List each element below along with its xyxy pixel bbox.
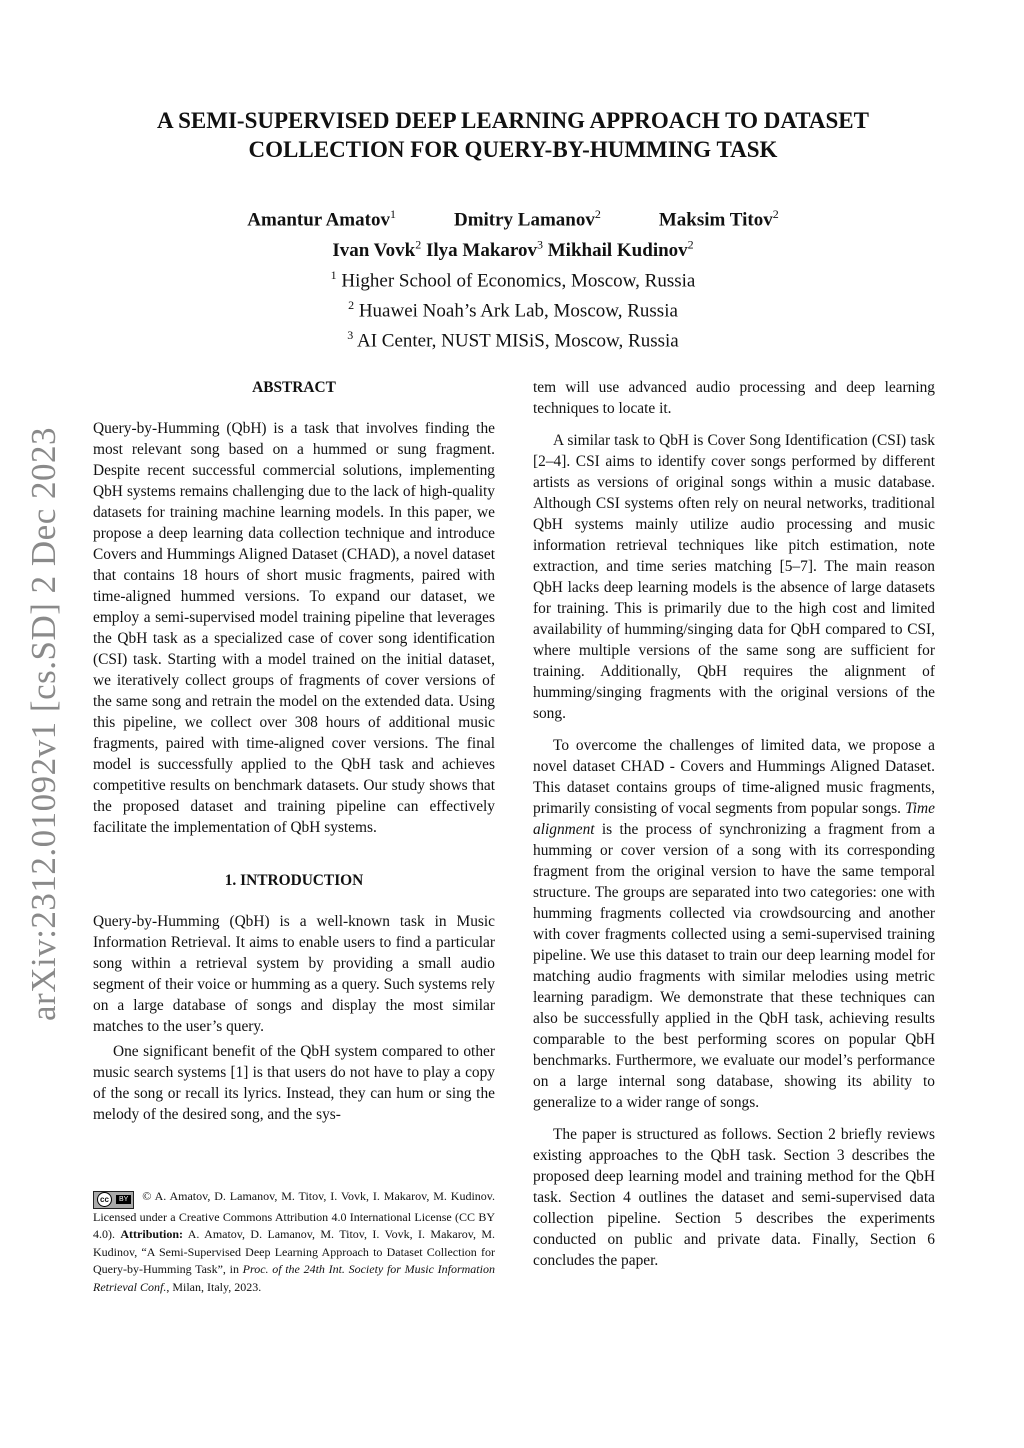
author-block bbox=[92, 202, 934, 354]
footnote-venue: Proc. of the 24th Int. Society for Music Information Retrieval Conf. bbox=[93, 1262, 495, 1294]
author-1: Amantur Amatov$^1$ bbox=[247, 207, 396, 231]
left-column bbox=[93, 377, 495, 1125]
arxiv-identifier bbox=[22, 0, 66, 1448]
intro-paragraph-3: A similar task to QbH is Cover Song Identification (CSI) task [2–4]. CSI aims to identify cover songs performed by different artists as versions of original songs within a music database. Although CSI systems often rely on neural networks, traditional QbH systems mainly utilize audio processing and music information retrieval techniques like pitch estimation, note extraction, and time series matching [5–7]. The main reason QbH lacks deep learning models is the absence of large datasets for training. This is primarily due to the high cost and limited availability of humming/singing data for QbH compared to CSI, where multiple versions of the same song are sufficient for training. Additionally, QbH requires the alignment of humming/singing fragments with the original versions of the song. bbox=[533, 432, 935, 722]
footnote-copyright: © A. Amatov, D. Lamanov, M. Titov, I. Vovk, I. Makarov, M. Kudinov. Licensed under a Creative Commons Attribution 4.0 International License (CC BY 4.0). bbox=[93, 1189, 495, 1241]
intro-heading: 1. INTRODUCTION bbox=[224, 872, 364, 889]
footnote-attribution-label: Attribution: bbox=[120, 1227, 184, 1241]
author-5: Ilya Makarov$^3$ bbox=[425, 237, 543, 261]
abstract-heading: ABSTRACT bbox=[252, 379, 336, 396]
footnote-location: , Milan, Italy, 2023. bbox=[166, 1279, 262, 1294]
intro-paragraph-1: Query-by-Humming (QbH) is a well-known task in Music Information Retrieval. It aims to enable users to find a particular song within a retrieval system by providing a small audio segment of their voice or humming as a query. Such systems rely on a large database of songs and display the most similar matches to the user’s query. bbox=[93, 913, 495, 1035]
intro-paragraph-2: One significant benefit of the QbH system compared to other music search systems [1] is that users do not have to play a copy of the song or recall its lyrics. Instead, they can hum or sing the melody of the desired song, and the sys- bbox=[93, 1043, 495, 1123]
abstract-text: Query-by-Humming (QbH) is a task that involves finding the most relevant song based on a hummed or sung fragment. Despite recent successful commercial solutions, implementing QbH systems remains challenging due to the lack of high-quality datasets for training machine learning models. In this paper, we propose a deep learning data collection technique and introduce Covers and Hummings Aligned Dataset (CHAD), a novel dataset that contains 18 hours of short music fragments, paired with time-aligned hummed versions. To expand our dataset, we employ a semi-supervised model training pipeline that leverages the QbH task as a specialized case of cover song identification (CSI) task. Starting with a model trained on the initial dataset, we iteratively collect groups of fragments of cover versions of the same song and retrain the model on the extended data. Using this pipeline, we collect over 308 hours of additional music fragments, paired with time-aligned cover versions. The final model is successfully applied to the QbH task and achieves competitive results on benchmark datasets. Our study shows that the proposed dataset and training pipeline can effectively facilitate the implementation of QbH systems. bbox=[93, 420, 495, 836]
right-column bbox=[533, 377, 935, 1271]
author-3: Maksim Titov$^2$ bbox=[658, 207, 779, 231]
paper-title: A SEMI-SUPERVISED DEEP LEARNING APPROACH TO DATASET COLLECTION FOR QUERY-BY-HUMMING TASK bbox=[157, 108, 869, 162]
intro-paragraph-5: The paper is structured as follows. Section 2 briefly reviews existing approaches to the QbH task. Section 3 describes the proposed deep learning model and training method for the QbH task. Section 4 outlines the dataset and semi-supervised data collection pipeline. Section 5 describes the experiments conducted on public and private data. Finally, Section 6 concludes the paper. bbox=[533, 1126, 935, 1269]
author-row-2 bbox=[92, 232, 934, 262]
affiliation-2: $^2$ Huawei Noah’s Ark Lab, Moscow, Russia bbox=[348, 297, 678, 322]
cc-by-license-icon: cc BY bbox=[93, 1191, 134, 1209]
affiliation-3: $^3$ AI Center, NUST MISiS, Moscow, Russia bbox=[347, 328, 679, 352]
intro-paragraph-4: To overcome the challenges of limited data, we propose a novel dataset CHAD - Covers and Hummings Aligned Dataset. This dataset contains groups of time-aligned music fragments, primarily consisting of vocal segments from popular songs. Time alignment is the process of synchronizing a fragment from a humming or cover version of a song with its corresponding fragment from the original version to have the same temporal structure. The groups are separated into two categories: one with humming fragments collected via crowdsourcing and another with cover fragments collected using a semi-supervised training pipeline. We use this dataset to train our deep learning model for matching audio fragments with similar melodies using metric learning paradigm. We demonstrate that these techniques can also be successfully applied in the QbH task, achieving results comparable to the best performing scores on popular QbH benchmarks. Furthermore, we evaluate our model’s performance on a large internal song database, showing its ability to generalize to a wider range of songs. bbox=[533, 737, 935, 1111]
author-6: Mikhail Kudinov$^2$ bbox=[547, 237, 694, 261]
affiliation-1: $^1$ Higher School of Economics, Moscow, Russia bbox=[330, 267, 696, 291]
author-row-1 bbox=[92, 202, 934, 232]
author-4: Ivan Vovk$^2$ bbox=[332, 237, 422, 261]
intro-paragraph-2-continued: tem will use advanced audio processing and deep learning techniques to locate it. bbox=[533, 379, 935, 417]
footnote-attribution-text: A. Amatov, D. Lamanov, M. Titov, I. Vovk, I. Makarov, M. Kudinov, “A Semi-Supervised Deep Learning Approach to Dataset Collection for Query-by-Humming Task”, in bbox=[93, 1227, 495, 1276]
license-footnote bbox=[93, 1188, 495, 1296]
arxiv-id-text: arXiv:2312.01092v1 [cs.SD] 2 Dec 2023 bbox=[24, 427, 63, 1021]
author-2: Dmitry Lamanov$^2$ bbox=[453, 207, 601, 231]
